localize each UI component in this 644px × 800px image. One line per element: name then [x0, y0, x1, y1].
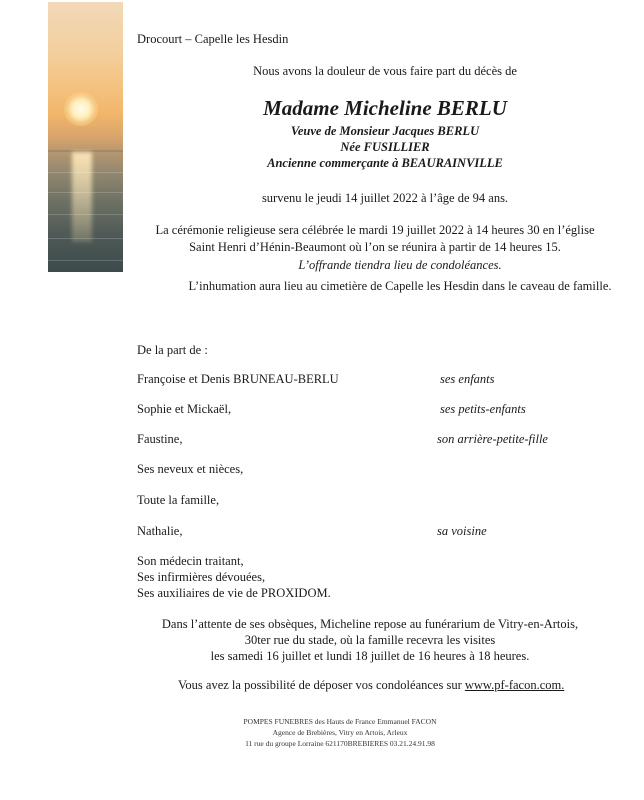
wave-line [48, 192, 123, 193]
widow-of: Veuve de Monsieur Jacques BERLU [290, 124, 480, 138]
ceremony-line-1: La cérémonie religieuse sera célébrée le mardi 19 juillet 2022 à 14 heures 30 en l’église [155, 223, 595, 237]
death-date: survenu le jeudi 14 juillet 2022 à l’âge de 94 ans. [261, 191, 509, 205]
condolences-line [178, 677, 564, 693]
condolences-text: Vous avez la possibilité de déposer vos condoléances sur [178, 678, 462, 692]
family-member-name: Françoise et Denis BRUNEAU-BERLU [137, 372, 339, 386]
ceremony-line-2: Saint Henri d’Hénin-Beaumont où l’on se réunira à partir de 14 heures 15. [189, 240, 561, 254]
funerarium-line-1: Dans l’attente de ses obsèques, Micheline repose au funérarium de Vitry-en-Artois, [161, 617, 579, 631]
wave-line [48, 214, 123, 215]
care-line: Ses infirmières dévouées, [137, 570, 266, 584]
sun [64, 92, 98, 126]
birth-name: Née FUSILLIER [340, 140, 430, 154]
sun-reflection [72, 152, 92, 242]
family-member-relation: ses petits-enfants [440, 402, 526, 416]
family-member-name: Toute la famille, [137, 493, 220, 507]
family-member-name: Faustine, [137, 432, 183, 446]
funerarium-line-2: 30ter rue du stade, où la famille recevra les visites [244, 633, 496, 647]
care-line: Ses auxiliaires de vie de PROXIDOM. [137, 586, 331, 600]
intro-text: Nous avons la douleur de vous faire part du décès de [253, 64, 517, 78]
family-member-name: Ses neveux et nièces, [137, 462, 244, 476]
footer-line-3: 11 rue du groupe Lorraine 621170BREBIERES 03.21.24.91.98 [245, 739, 435, 748]
wave-line [48, 172, 123, 173]
deceased-name: Madame Micheline BERLU [263, 96, 507, 120]
care-line: Son médecin traitant, [137, 554, 244, 568]
footer-line-1: POMPES FUNEBRES des Hauts de France Emmanuel FACON [243, 717, 437, 726]
family-member-relation: son arrière-petite-fille [437, 432, 548, 446]
funerarium-line-3: les samedi 16 juillet et lundi 18 juillet de 16 heures à 18 heures. [210, 649, 530, 663]
family-member-name: Sophie et Mickaël, [137, 402, 232, 416]
occupation: Ancienne commerçante à BEAURAINVILLE [267, 156, 503, 170]
condolences-link[interactable]: www.pf-facon.com. [464, 678, 565, 692]
wave-line [48, 260, 123, 261]
family-heading: De la part de : [137, 343, 208, 357]
offering-note: L’offrande tiendra lieu de condoléances. [298, 258, 502, 272]
header-location: Drocourt – Capelle les Hesdin [137, 32, 289, 46]
family-member-relation: sa voisine [437, 524, 487, 538]
footer-line-2: Agence de Brebières, Vitry en Artois, Arleux [272, 728, 408, 737]
burial-note: L’inhumation aura lieu au cimetière de Capelle les Hesdin dans le caveau de famille. [188, 279, 612, 293]
family-member-name: Nathalie, [137, 524, 183, 538]
family-member-relation: ses enfants [440, 372, 495, 386]
